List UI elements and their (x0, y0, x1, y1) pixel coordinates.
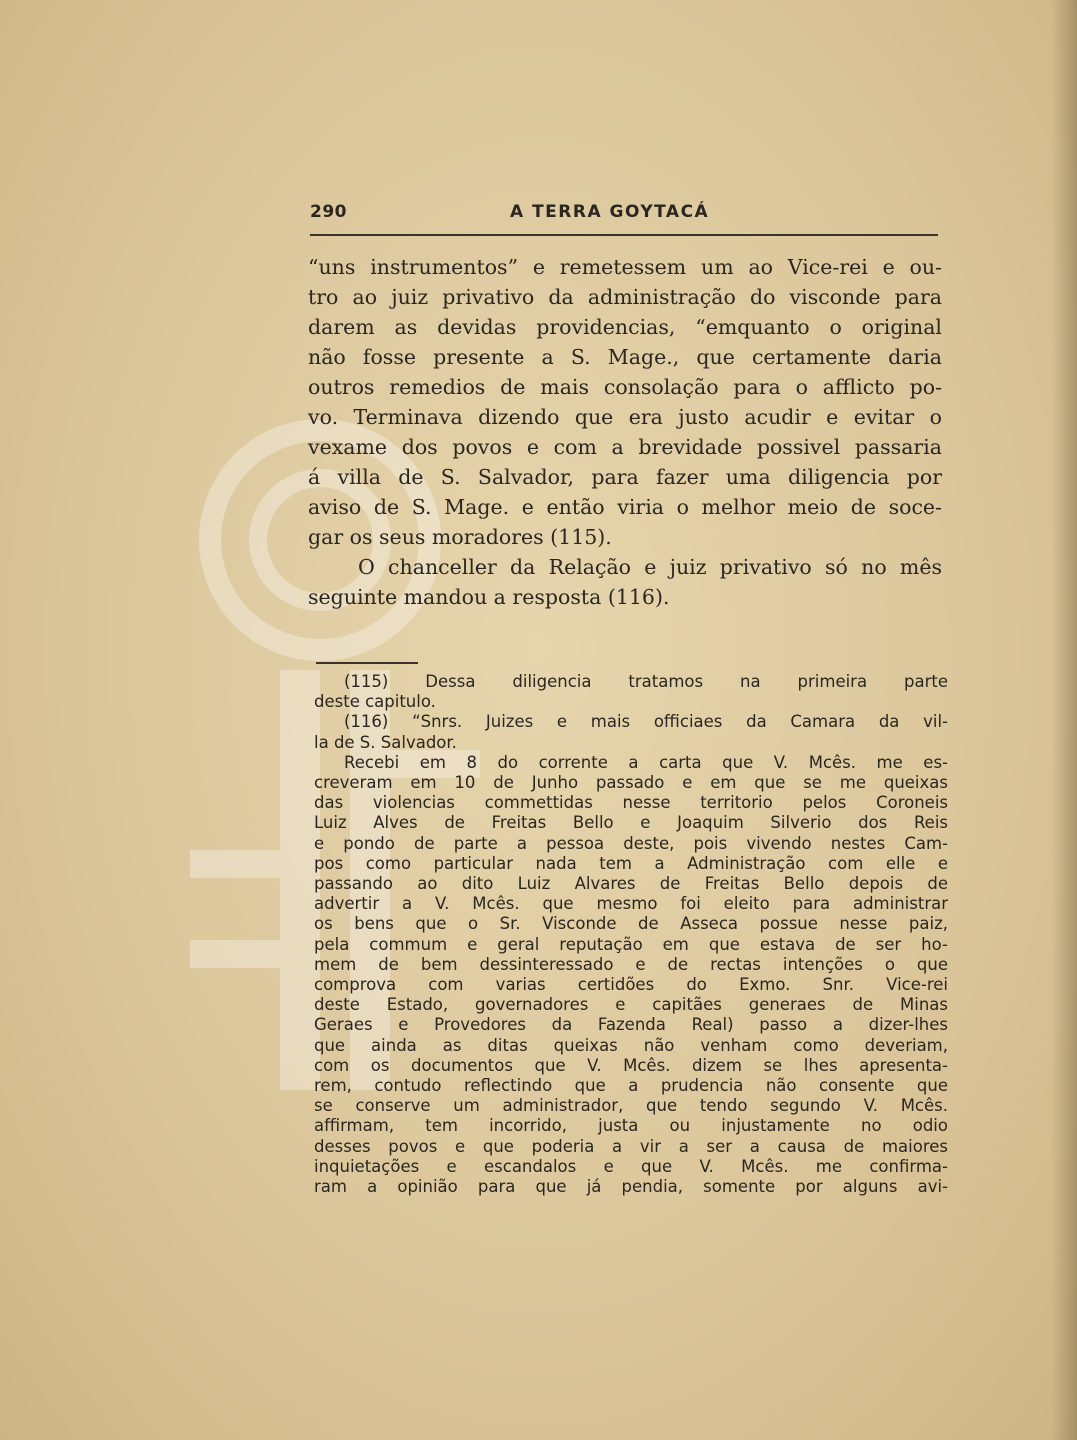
text-line: não fosse presente a S. Mage., que certamente daria (308, 345, 942, 369)
footnote-line: rem, contudo reflectindo que a prudencia não consente que (314, 1076, 948, 1096)
text-line: outros remedios de mais consolação para o afflicto po- (308, 375, 942, 399)
page-header (310, 200, 938, 236)
footnote-line: comprova com varias certidões do Exmo. Snr. Vice-rei (314, 975, 948, 995)
text-line: vo. Terminava dizendo que era justo acudir e evitar o (308, 405, 942, 429)
footnote-line: os bens que o Sr. Visconde de Asseca possue nesse paiz, (314, 914, 948, 934)
page-number: 290 (310, 202, 347, 222)
body-text (308, 252, 942, 612)
footnote-line: affirmam, tem incorrido, justa ou injustamente no odio (314, 1116, 948, 1136)
text-line: “uns instrumentos” e remetessem um ao Vice-rei e ou- (308, 255, 942, 279)
footnote-line: deste capitulo. (314, 692, 436, 712)
text-line: aviso de S. Mage. e então viria o melhor meio de soce- (308, 495, 942, 519)
footnote-line: com os documentos que V. Mcês. dizem se lhes apresenta- (314, 1055, 948, 1075)
footnote-line: Recebi em 8 do corrente a carta que V. Mcês. me es- (344, 752, 948, 772)
footnote-line: desses povos e que poderia a vir a ser a causa de maiores (314, 1136, 948, 1156)
footnote-line: la de S. Salvador. (314, 732, 457, 752)
text-line: vexame dos povos e com a brevidade possivel passaria (308, 435, 942, 459)
footnote-line: pela commum e geral reputação em que estava de ser ho- (314, 934, 948, 954)
footnote-line: mem de bem dessinteressado e de rectas intenções o que (314, 954, 948, 974)
footnote-separator (316, 662, 418, 664)
footnote-line: creveram em 10 de Junho passado e em que se me queixas (314, 773, 948, 793)
running-title: A TERRA GOYTACÁ (510, 202, 710, 222)
page-edge-shadow (1051, 0, 1077, 1440)
text-line: á villa de S. Salvador, para fazer uma diligencia por (308, 465, 942, 489)
paragraph (308, 552, 942, 612)
footnote-line: e pondo de parte a pessoa deste, pois vivendo nestes Cam- (314, 833, 948, 853)
text-line: O chanceller da Relação e juiz privativo só no mês (358, 555, 942, 579)
footnote-line: se conserve um administrador, que tendo segundo V. Mcês. (314, 1096, 948, 1116)
footnote-line: (115) Dessa diligencia tratamos na primeira parte (344, 672, 948, 691)
footnote-line: Geraes e Provedores da Fazenda Real) passo a dizer-lhes (314, 1015, 948, 1035)
footnote-line: das violencias commettidas nesse territorio pelos Coroneis (314, 793, 948, 813)
footnote-line: advertir a V. Mcês. que mesmo foi eleito para administrar (314, 894, 948, 914)
paragraph (308, 252, 942, 552)
footnote-line: que ainda as ditas queixas não venham como deveriam, (314, 1035, 948, 1055)
footnotes (314, 672, 948, 1197)
footnote-line: passando ao dito Luiz Alvares de Freitas Bello depois de (314, 874, 948, 894)
text-line: darem as devidas providencias, “emquanto o original (308, 315, 942, 339)
footnote-line: (116) “Snrs. Juizes e mais officiaes da Camara da vil- (344, 712, 948, 732)
footnote-line: inquietações e escandalos e que V. Mcês. me confirma- (314, 1156, 948, 1176)
text-line: tro ao juiz privativo da administração do visconde para (308, 285, 942, 309)
footnote-line: ram a opinião para que já pendia, somente por alguns avi- (314, 1177, 948, 1197)
footnote-line: Luiz Alves de Freitas Bello e Joaquim Silverio dos Reis (314, 813, 948, 833)
footnote-line: pos como particular nada tem a Administração com elle e (314, 853, 948, 873)
text-line: gar os seus moradores (115). (308, 525, 612, 549)
footnote-line: deste Estado, governadores e capitães generaes de Minas (314, 995, 948, 1015)
text-line: seguinte mandou a resposta (116). (308, 585, 670, 609)
